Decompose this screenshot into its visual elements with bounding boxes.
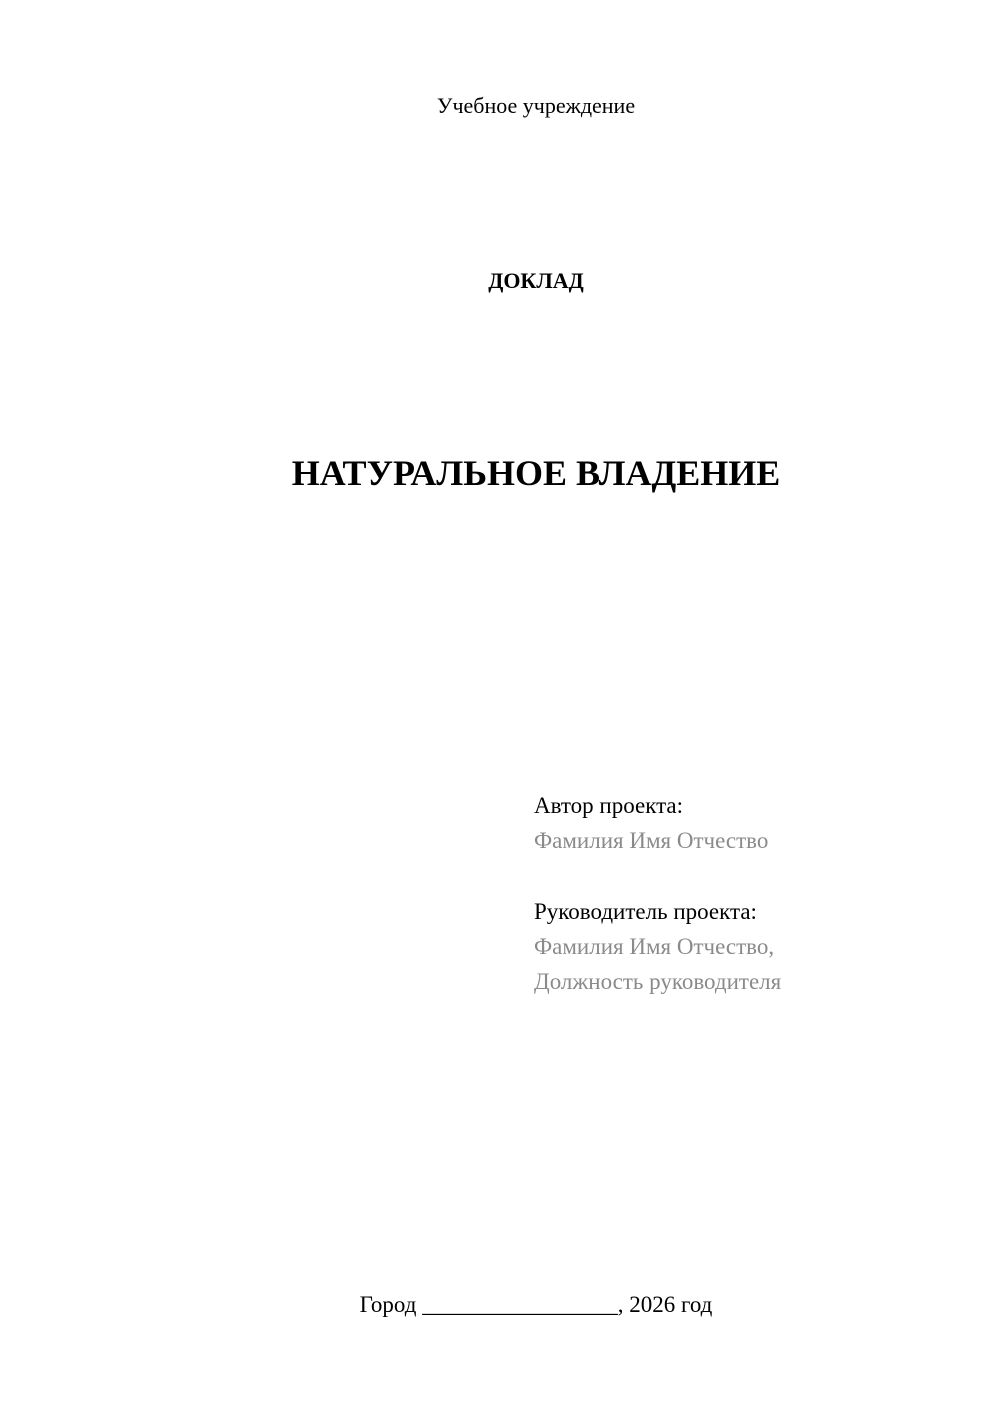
institution-name: Учебное учреждение (436, 93, 636, 118)
city-year-line: Город _________________, 2026 год (359, 1292, 713, 1317)
author-label: Автор проекта: (534, 793, 683, 818)
credits-spacer (534, 858, 781, 894)
document-type: ДОКЛАД (488, 268, 584, 293)
author-name: Фамилия Имя Отчество (534, 828, 769, 853)
supervisor-label: Руководитель проекта: (534, 899, 757, 924)
supervisor-name: Фамилия Имя Отчество, (534, 934, 775, 959)
credits-block (534, 788, 781, 999)
supervisor-position: Должность руководителя (534, 969, 782, 994)
document-title: НАТУРАЛЬНОЕ ВЛАДЕНИЕ (291, 453, 781, 493)
